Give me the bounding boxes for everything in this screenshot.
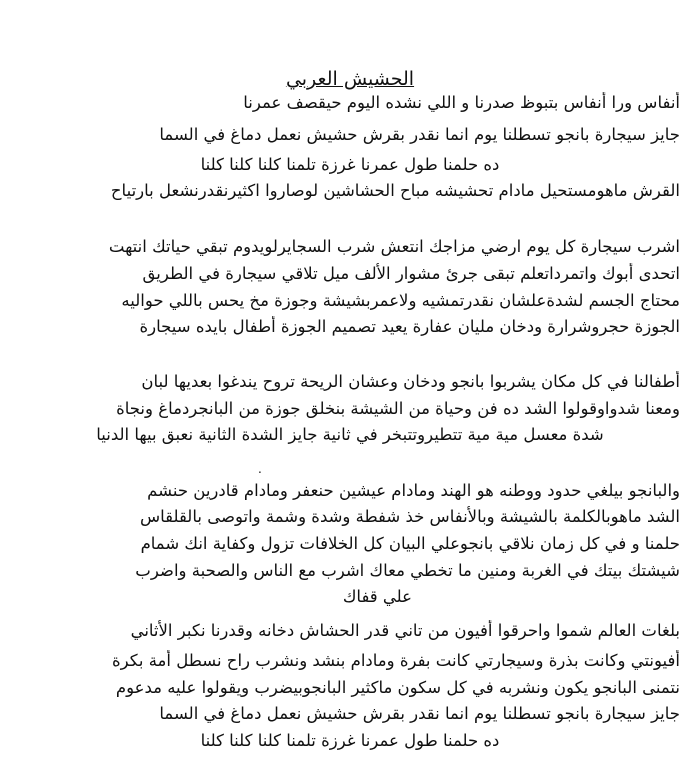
poem-line: نتمنى البانجو يكون ونشربه في كل سكون ماكثير البانجوبيضرب ويقولوا عليه مدعوم: [115, 678, 680, 697]
poem-line: شيشتك بيتك في الغربة ومنين ما تخطي معاك اشرب مع الناس والصحبة واضرب: [135, 561, 680, 580]
poem-line: علي قفاك: [342, 587, 412, 606]
poem-line: ومعنا شدواوقولوا الشد ده فن وحياة من الشيشة بنخلق جوزة من البانجردماغ ونجاة: [116, 399, 680, 418]
poem-line: جايز سيجارة بانجو تسطلنا يوم انما نقدر بقرش حشيش نعمل دماغ في السما: [159, 125, 680, 144]
poem-line: أفيونتي وكانت بذرة وسيجارتي كانت بفرة ومادام بنشد ونشرب راح نسطل أمة بكرة: [112, 651, 680, 670]
poem-line: حلمنا و في كل زمان نلاقي بانجوعلي البيان كل الخلافات تزول وكفاية انك شمام: [140, 534, 680, 553]
poem-line: أطفالنا في كل مكان يشربوا بانجو ودخان وعشان الريحة تروح يندغوا بعديها لبان: [141, 372, 680, 391]
poem-line: والبانجو بيلغي حدود ووطنه هو الهند ومادام عيشين حنعفر ومادام قادرين حنشم: [147, 481, 680, 500]
poem-line: الشد ماهوبالكلمة بالشيشة وبالأنفاس خذ شفطة وشدة وشمة واتوصى بالقلقاس: [139, 507, 680, 526]
poem-title: الحشيش العربي: [285, 68, 415, 90]
poem-line: ده حلمنا طول عمرنا غرزة تلمنا كلنا كلنا كلنا: [200, 731, 500, 750]
poem-line: أنفاس ورا أنفاس بتبوظ صدرنا و اللي نشده اليوم حيقصف عمرنا: [243, 93, 680, 112]
poem-line: محتاج الجسم لشدةعلشان نقدرتمشيه ولاعمربشيشة وجوزة مخ يحس باللي حواليه: [121, 291, 680, 310]
stray-dot: .: [258, 462, 262, 476]
poem-line: القرش ماهومستحيل مادام تحشيشه مباح الحشاشين لوصاروا اكثيرنقدرنشعل بارتياح: [110, 181, 680, 200]
poem-line: اتحدى أبوك واتمرداتعلم تبقى جرئ مشوار الألف ميل تلاقي سيجارة في الطريق: [142, 264, 680, 283]
poem-line: ده حلمنا طول عمرنا غرزة تلمنا كلنا كلنا كلنا: [200, 155, 500, 174]
poem-line: اشرب سيجارة كل يوم ارضي مزاجك انتعش شرب السجايرلويدوم تبقي حياتك انتهت: [108, 237, 680, 256]
poem-line: شدة معسل مية مية تتطيروتتبخر في ثانية جايز الشدة الثانية نعبق بيها الدنيا: [96, 425, 604, 444]
poem-line: جايز سيجارة بانجو تسطلنا يوم انما نقدر بقرش حشيش نعمل دماغ في السما: [159, 704, 680, 723]
poem-line: بلغات العالم شموا واحرقوا أفيون من تاني قدر الحشاش دخانه وقدرنا نكبر الأثاني: [130, 621, 680, 640]
poem-line: الجوزة حجروشرارة ودخان مليان عفارة يعيد تصميم الجوزة أطفال بايده سيجارة: [139, 317, 680, 336]
